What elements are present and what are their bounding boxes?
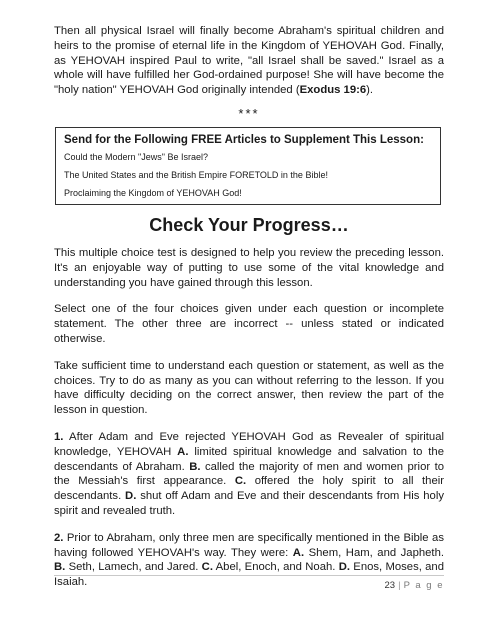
- article-item: Could the Modern "Jews" Be Israel?: [64, 151, 208, 162]
- choice-letter: B.: [54, 561, 66, 574]
- section-separator: ***: [238, 105, 260, 121]
- articles-box: [55, 127, 441, 205]
- question-stem: After Adam and Eve rejected YEHOVAH God as Revealer of spiritual knowledge, YEHOVAH: [54, 430, 444, 458]
- page-label: P a g e: [403, 580, 444, 591]
- choice-text: Enos, Moses, and Isaiah.: [54, 561, 444, 589]
- article-item: Proclaiming the Kingdom of YEHOVAH God!: [64, 187, 242, 198]
- intro-text: Then all physical Israel will finally become Abraham's spiritual children and heirs to the promise of eternal life in the Kingdom of YEHOVAH God. Finally, as YEHOVAH inspired Paul to write, "all Israel shall be saved." Israel as a whole will have fulfilled her God-ordained purpose! She will have become the "holy nation" YEHOVAH God originally intended (: [54, 25, 444, 97]
- choice-letter: D.: [338, 561, 350, 574]
- question-number: 1.: [54, 430, 64, 443]
- choice-letter: D.: [125, 490, 137, 503]
- choice-text: called the majority of men and women prior to the Messiah's first appearance.: [54, 460, 444, 488]
- footer-separator: |: [398, 580, 401, 591]
- intro-paragraph: [54, 24, 444, 98]
- instruction-paragraph: This multiple choice test is designed to help you review the preceding lesson. It's an enjoyable way of putting to use some of the vital knowledge and understanding you have gained through this lesson.: [54, 246, 444, 289]
- intro-end: ).: [366, 84, 374, 97]
- choice-letter: B.: [189, 460, 201, 473]
- article-item: The United States and the British Empire FORETOLD in the Bible!: [64, 169, 328, 180]
- choice-letter: C.: [201, 561, 213, 574]
- choice-letter: C.: [234, 475, 247, 488]
- section-heading: Check Your Progress…: [149, 214, 349, 235]
- articles-box-title: Send for the Following FREE Articles to Supplement This Lesson:: [64, 133, 424, 146]
- choice-text: Seth, Lamech, and Jared.: [65, 561, 202, 574]
- question-number: 2.: [54, 531, 64, 544]
- choice-text: shut off Adam and Eve and their descendants from His holy spirit and revealed truth.: [54, 490, 444, 517]
- page-content: [54, 24, 444, 590]
- choice-text: limited spiritual knowledge and salvation to the descendants of Abraham.: [54, 445, 444, 473]
- choice-letter: A.: [292, 546, 305, 559]
- question-stem: Prior to Abraham, only three men are specifically mentioned in the Bible as having followed YEHOVAH's way. They were:: [54, 531, 444, 559]
- choice-text: offered the holy spirit to all their descendants.: [54, 475, 444, 503]
- choice-text: Shem, Ham, and Japheth.: [304, 546, 444, 559]
- page-number: 23: [384, 580, 396, 591]
- scripture-reference: Exodus 19:6: [299, 84, 367, 97]
- choice-letter: A.: [177, 445, 189, 458]
- instruction-paragraph: Select one of the four choices given under each question or incomplete statement. The other three are incorrect -- unless stated or indicated otherwise.: [54, 303, 444, 345]
- choice-text: Abel, Enoch, and Noah.: [212, 561, 339, 574]
- question-1: [54, 430, 444, 519]
- instruction-paragraph: Take sufficient time to understand each question or statement, as well as the choices. Try to do as many as you can without referring to the lesson. If you have difficulty deciding on the correct answer, then review the part of the lesson in question.: [54, 359, 444, 417]
- page-footer: [54, 575, 444, 591]
